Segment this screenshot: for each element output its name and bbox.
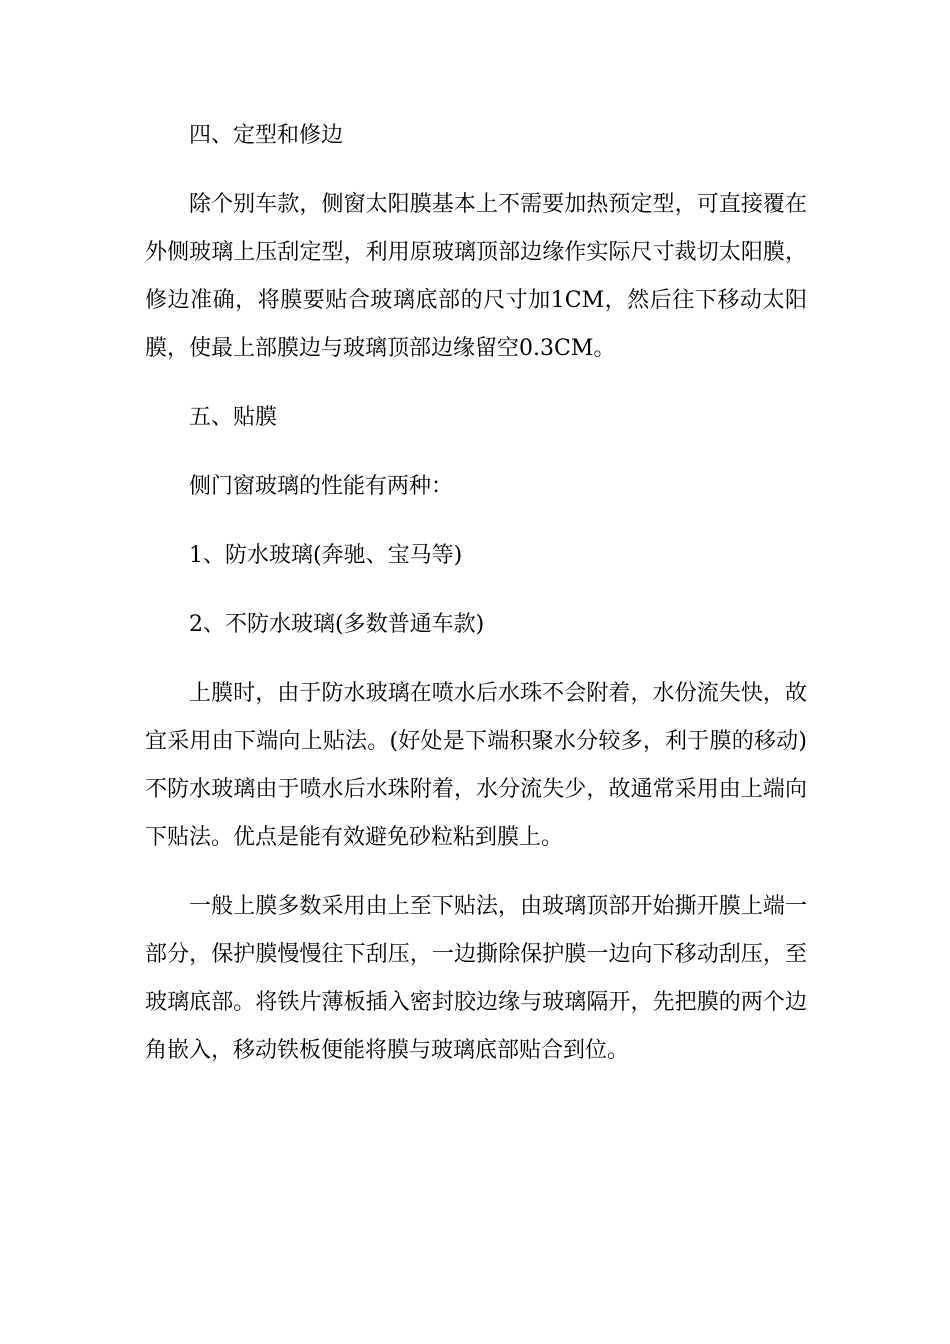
document-body (145, 112, 807, 1096)
section-5-heading: 五、贴膜 (189, 405, 278, 430)
section-4-heading: 四、定型和修边 (189, 123, 344, 148)
section-5-paragraph-1: 上膜时，由于防水玻璃在喷水后水珠不会附着，水份流失快，故宜采用由下端向上贴法。(好处是下端积聚水分较多，利于膜的移动)不防水玻璃由于喷水后水珠附着，水分流失少，故通常采用由上端向下贴法。优点是能有效避免砂粒粘到膜上。 (145, 681, 807, 850)
list-item-waterproof-glass: 1、防水玻璃(奔驰、宝马等) (189, 543, 463, 568)
section-4-paragraph: 除个别车款，侧窗太阳膜基本上不需要加热预定型，可直接覆在外侧玻璃上压刮定型，利用原玻璃顶部边缘作实际尺寸裁切太阳膜，修边准确，将膜要贴合玻璃底部的尺寸加1CM，然后往下移动太阳膜，使最上部膜边与玻璃顶部边缘留空0.3CM。 (145, 192, 807, 361)
section-5-paragraph-2: 一般上膜多数采用由上至下贴法，由玻璃顶部开始撕开膜上端一部分，保护膜慢慢往下刮压，一边撕除保护膜一边向下移动刮压，至玻璃底部。将铁片薄板插入密封胶边缘与玻璃隔开，先把膜的两个边角嵌入，移动铁板便能将膜与玻璃底部贴合到位。 (145, 894, 807, 1063)
section-5-intro: 侧门窗玻璃的性能有两种： (189, 474, 454, 499)
list-item-non-waterproof-glass: 2、不防水玻璃(多数普通车款) (189, 612, 485, 637)
